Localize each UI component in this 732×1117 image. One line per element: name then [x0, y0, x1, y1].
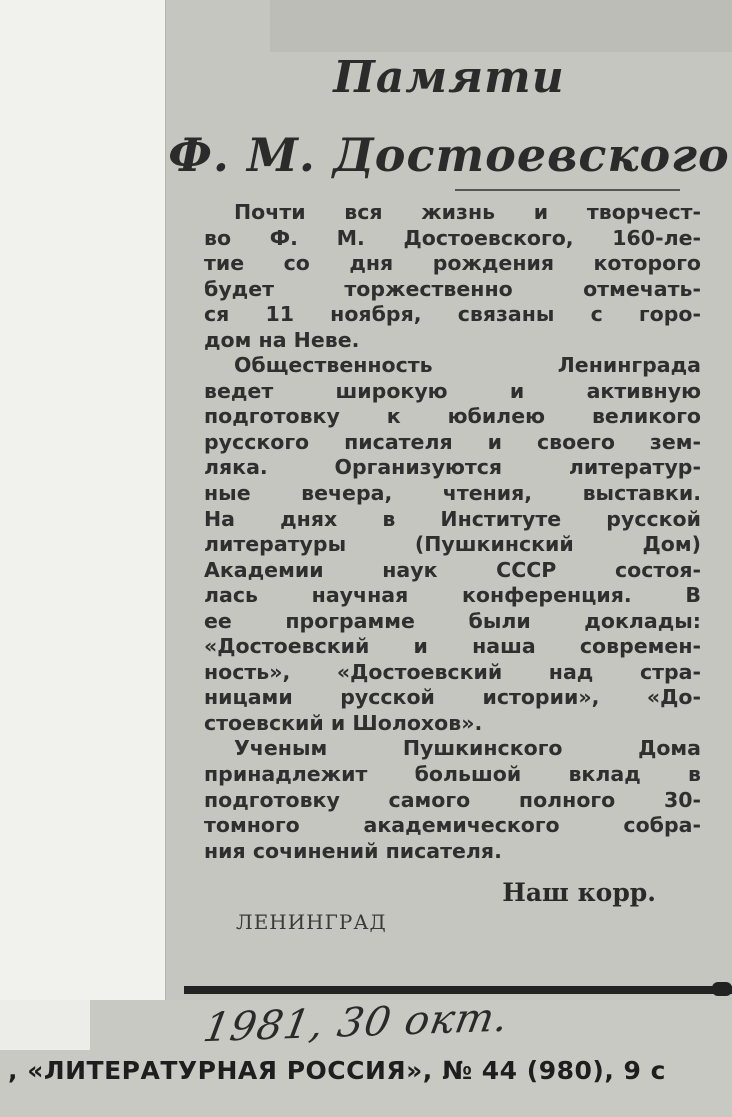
clipping-faded-top: [270, 0, 732, 52]
article-line: лась научная конференция. В: [204, 583, 701, 608]
article-line: ния сочинений писателя.: [204, 838, 502, 863]
article-line: подготовку самого полного 30-: [204, 787, 701, 812]
article-line: ные вечера, чтения, выставки.: [204, 481, 701, 506]
article-line: На днях в Институте русской: [204, 506, 701, 531]
article-line: ведет широкую и активную: [204, 378, 701, 403]
article-line: дом на Неве.: [204, 327, 360, 352]
source-citation: , «ЛИТЕРАТУРНАЯ РОССИЯ», № 44 (980), 9 с: [8, 1056, 666, 1085]
article-line: принадлежит большой вклад в: [204, 762, 701, 787]
pencil-underline: [455, 189, 680, 191]
hand-drawn-rule-end: [712, 982, 732, 996]
article-line: Почти вся жизнь и творчест-: [234, 200, 701, 224]
article-line: ницами русской истории», «До-: [204, 685, 701, 710]
article-line: во Ф. М. Достоевского, 160-ле-: [204, 225, 701, 250]
article-signature: Наш корр.: [502, 878, 656, 907]
article-line: ность», «Достоевский над стра-: [204, 659, 701, 684]
article-line: «Достоевский и наша современ-: [204, 634, 701, 659]
article-line: томного академического собра-: [204, 813, 701, 838]
handwritten-date: 1981, 30 окт.: [199, 994, 513, 1052]
article-line: подготовку к юбилею великого: [204, 404, 701, 429]
article-line: ся 11 ноября, связаны с горо-: [204, 302, 701, 327]
article-dateline-place: ЛЕНИНГРАД: [236, 910, 387, 934]
article-line: Общественность Ленинграда: [234, 353, 701, 378]
article-line: стоевский и Шолохов».: [204, 710, 483, 735]
hand-drawn-rule: [184, 986, 732, 994]
article-line: будет торжественно отмечать-: [204, 276, 701, 301]
article-title-line1: Памяти: [333, 52, 565, 103]
strip-blank-area: [0, 1000, 90, 1050]
article-line: тие со дня рождения которого: [204, 251, 701, 276]
article-line: ляка. Организуются литератур-: [204, 455, 701, 480]
article-line: Академии наук СССР состоя-: [204, 557, 701, 582]
article-title-line2: Ф. М. Достоевского: [168, 128, 730, 182]
article-line: ее программе были доклады:: [204, 608, 701, 633]
article-line: русского писателя и своего зем-: [204, 429, 701, 454]
article-line: литературы (Пушкинский Дом): [204, 532, 701, 557]
article-body: [204, 200, 701, 864]
article-line: Ученым Пушкинского Дома: [234, 736, 701, 761]
